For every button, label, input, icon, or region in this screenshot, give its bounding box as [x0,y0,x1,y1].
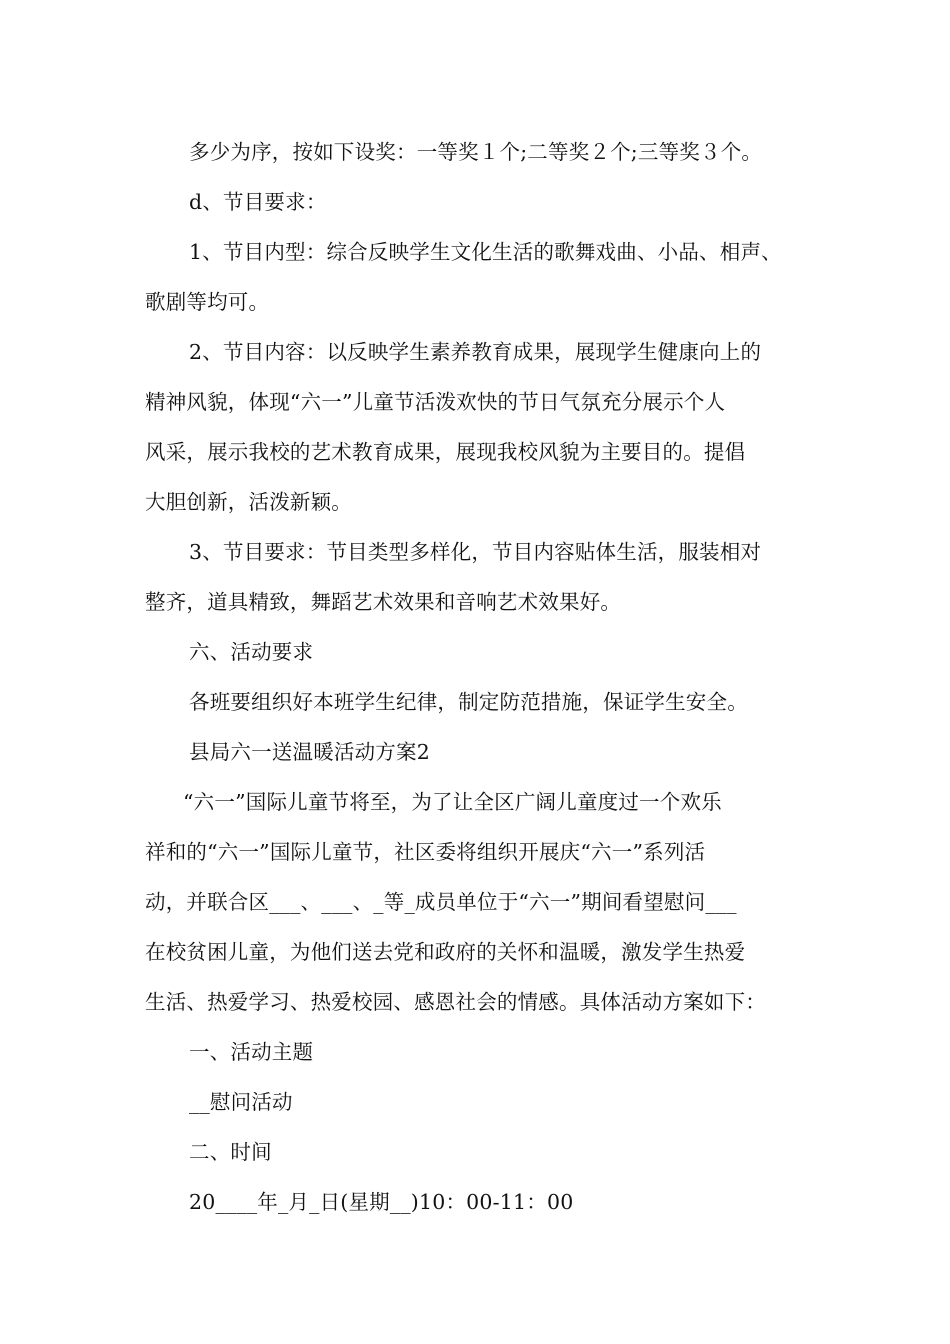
paragraph-line: 生活、热爱学习、热爱校园、感恩社会的情感。具体活动方案如下： [145,990,766,1014]
paragraph-line: 各班要组织好本班学生纪律，制定防范措施，保证学生安全。 [189,690,748,714]
paragraph-line: 精神风貌，体现“六一”儿童节活泼欢快的节日气氛充分展示个人 [145,390,726,414]
paragraph-line: 多少为序，按如下设奖：一等奖１个;二等奖２个;三等奖３个。 [189,140,763,164]
paragraph-line: 3、节目要求：节目类型多样化，节目内容贴体生活，服装相对 [189,540,762,564]
section-heading: d、节目要求： [189,190,327,214]
paragraph-line: 动，并联合区___、___、_等_成员单位于“六一”期间看望慰问___ [145,890,737,914]
paragraph-line: 在校贫困儿童，为他们送去党和政府的关怀和温暖，激发学生热爱 [145,940,746,964]
paragraph-line: 整齐，道具精致，舞蹈艺术效果和音响艺术效果好。 [145,590,622,614]
paragraph-line: 2、节目内容：以反映学生素养教育成果，展现学生健康向上的 [189,340,762,364]
section-heading: 六、活动要求 [189,640,314,664]
section-heading: 二、时间 [189,1140,272,1164]
document-title: 县局六一送温暖活动方案2 [189,740,430,764]
paragraph-line: 歌剧等均可。 [145,290,270,314]
paragraph-line: 风采，展示我校的艺术教育成果，展现我校风貌为主要目的。提倡 [145,440,746,464]
section-heading: 一、活动主题 [189,1040,314,1064]
paragraph-line: __慰问活动 [189,1090,293,1114]
paragraph-line: “六一”国际儿童节将至，为了让全区广阔儿童度过一个欢乐 [183,790,722,814]
paragraph-line: 大胆创新，活泼新颖。 [145,490,352,514]
paragraph-line: 祥和的“六一”国际儿童节，社区委将组织开展庆“六一”系列活 [145,840,706,864]
paragraph-line: 1、节目内型：综合反映学生文化生活的歌舞戏曲、小品、相声、 [189,240,782,264]
paragraph-line: 20____年_月_日(星期__)10：00-11：00 [189,1190,574,1214]
